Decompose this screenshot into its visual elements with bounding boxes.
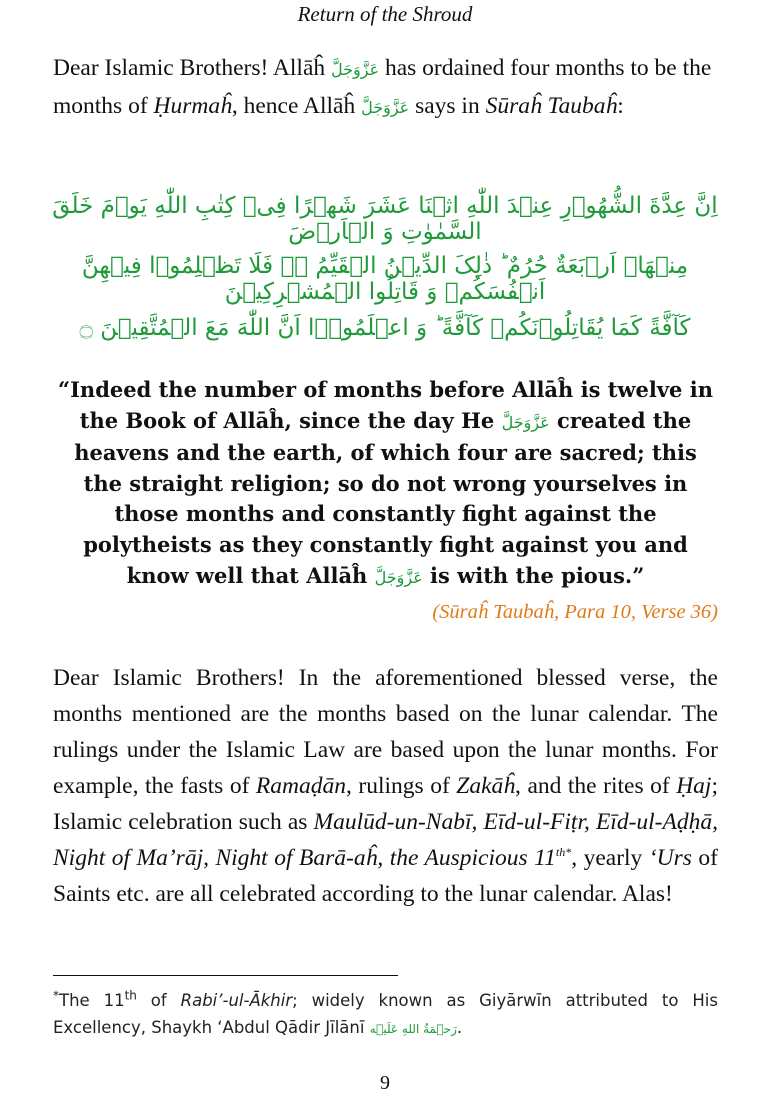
intro-paragraph: Dear Islamic Brothers! Allāĥ عَزَّوَجَلَّ has ordained four months to be the months of Ḥurmaĥ, hence Allāĥ عَزَّوَجَلَّ says in Sūraĥ Taubaĥ:	[53, 55, 712, 119]
arabic-verse-line-2: مِنۡهَاۤ اَرۡبَعَةٌ حُرُمٌ ؕ ذٰلِکَ الدِّیۡنُ الۡقَیِّمُ ۬ۙ فَلَا تَظۡلِمُوۡا فِیۡهِنَّ اَنۡفُسَکُمۡ وَ قَاتِلُوا الۡمُشۡرِکِیۡنَ	[81, 253, 689, 305]
honorific-arabic: عَزَّوَجَلَّ	[361, 98, 410, 117]
page-number: 9	[380, 1072, 390, 1094]
honorific-rahmatullah: رَحۡمَةُ اللهِ عَلَيۡه	[369, 1022, 457, 1036]
honorific-arabic: عَزَّوَجَلَّ	[501, 412, 550, 432]
body-paragraph: Dear Islamic Brothers! In the aforementioned blessed verse, the months mentioned are the months based on the lunar calendar. The rulings under the Islamic Law are based upon the lunar months. For example, the fasts of Ramaḍān, rulings of Zakāĥ, and the rites of Ḥaj; Islamic celebration such as Maulūd-un-Nabī, Eīd-ul-Fiṭr, Eīd-ul-Aḍḥā, Night of Ma’rāj, Night of Barā-aĥ, the Auspicious $11^{th*}$, yearly ‘Urs of Saints etc. are all celebrated according to the lunar calendar. Alas!	[53, 665, 719, 907]
running-head: Return of the Shroud	[297, 2, 473, 26]
verse-translation: “Indeed the number of months before Allāĥ is twelve in the Book of Allāĥ, since the day He عَزَّوَجَلَّ created the heavens and the earth, of which four are sacred; this the straight religion; so do not wrong yourselves in those months and constantly fight against the polytheists as they constantly fight against you and know well that Allāĥ عَزَّوَجَلَّ is with the pious.”	[58, 377, 713, 588]
arabic-verse-line-1: اِنَّ عِدَّةَ الشُّهُوۡرِ عِنۡدَ اللّٰهِ اثۡنَا عَشَرَ شَهۡرًا فِیۡ کِتٰبِ اللّٰهِ یَوۡمَ خَلَقَ السَّمٰوٰتِ وَ الۡاَرۡضَ	[52, 193, 718, 245]
honorific-arabic: عَزَّوَجَلَّ	[331, 60, 380, 79]
arabic-verse-line-3: کَآفَّةً کَمَا یُقَاتِلُوۡنَکُمۡ کَآفَّةً ؕ وَ اعۡلَمُوۡۤا اَنَّ اللّٰهَ مَعَ الۡمُتَّقِیۡنَ ۝	[79, 315, 691, 341]
footnote: *The 11th of Rabi’-ul-Ākhir; widely known as Giyārwīn attributed to His Excellency, Shaykh ‘Abdul Qādir Jīlānī رَحۡمَةُ اللهِ عَلَيۡه.	[53, 988, 718, 1037]
verse-reference: (Sūraĥ Taubaĥ, Para 10, Verse 36)	[432, 601, 718, 623]
footnote-divider	[53, 975, 398, 976]
honorific-arabic: عَزَّوَجَلَّ	[374, 567, 423, 587]
